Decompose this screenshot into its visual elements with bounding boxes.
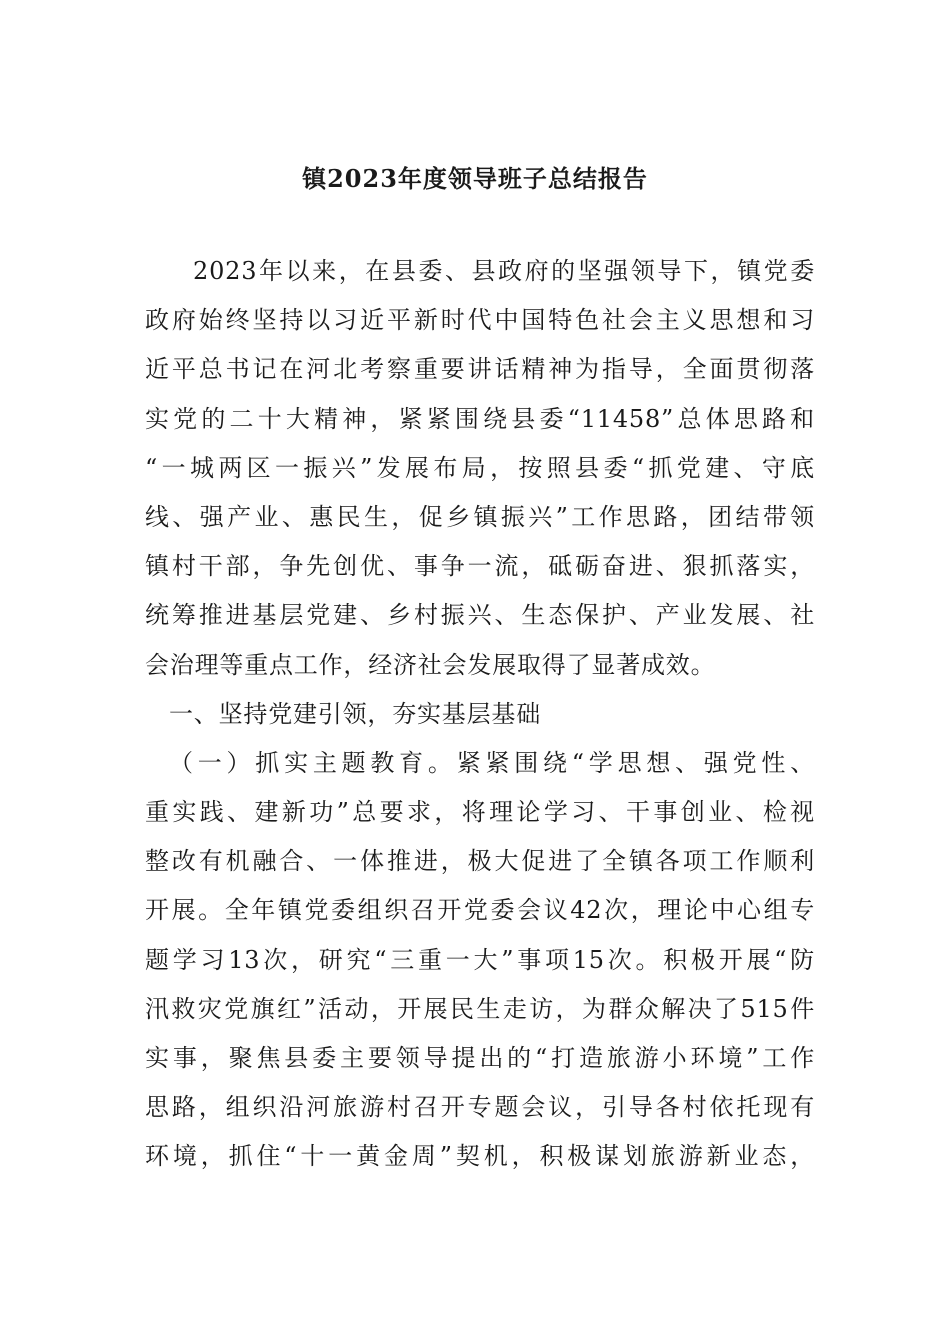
body-line: 一、坚持党建引领，夯实基层基础 (169, 699, 541, 728)
body-line: （一）抓实主题教育。紧紧围绕“学思想、强党性、 (169, 748, 815, 777)
body-line: 整改有机融合、一体推进，极大促进了全镇各项工作顺利 (145, 847, 815, 876)
document-body (145, 247, 815, 1182)
body-line: 题学习13次，研究“三重一大”事项15次。积极开展“防 (145, 945, 815, 974)
body-line: 近平总书记在河北考察重要讲话精神为指导，全面贯彻落 (145, 355, 815, 384)
body-line: 实事，聚焦县委主要领导提出的“打造旅游小环境”工作 (145, 1044, 815, 1072)
document-title: 镇2023年度领导班子总结报告 (302, 164, 648, 193)
body-line: 思路，组织沿河旅游村召开专题会议，引导各村依托现有 (145, 1093, 815, 1122)
body-line: 环境，抓住“十一黄金周”契机，积极谋划旅游新业态， (145, 1142, 815, 1171)
body-line: 镇村干部，争先创优、事争一流，砥砺奋进、狠抓落实， (145, 552, 815, 581)
body-line: 线、强产业、惠民生，促乡镇振兴”工作思路，团结带领 (145, 502, 815, 531)
body-line: 统筹推进基层党建、乡村振兴、生态保护、产业发展、社 (145, 601, 815, 630)
body-line: 实党的二十大精神，紧紧围绕县委“11458”总体思路和 (145, 404, 815, 433)
body-line: 开展。全年镇党委组织召开党委会议42次，理论中心组专 (145, 896, 815, 925)
body-line: 2023年以来，在县委、县政府的坚强领导下，镇党委 (193, 257, 815, 285)
body-line: 汛救灾党旗红”活动，开展民生走访，为群众解决了515件 (145, 994, 815, 1023)
body-line: “一城两区一振兴”发展布局，按照县委“抓党建、守底 (145, 453, 815, 482)
body-line: 会治理等重点工作，经济社会发展取得了显著成效。 (145, 650, 716, 679)
body-line: 政府始终坚持以习近平新时代中国特色社会主义思想和习 (145, 306, 815, 335)
body-line: 重实践、建新功”总要求，将理论学习、干事创业、检视 (145, 798, 815, 827)
